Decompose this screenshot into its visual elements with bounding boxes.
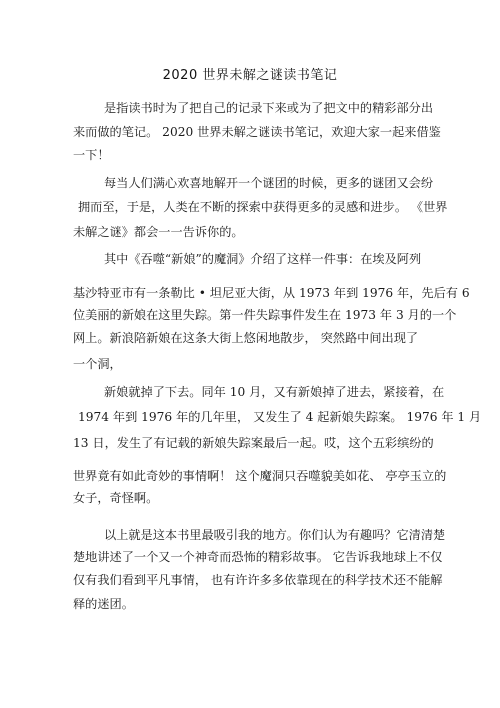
paragraph-1-line-2: 来而做的笔记。 2020 世界未解之谜读书笔记，欢迎大家一起来借鉴 xyxy=(73,125,441,139)
paragraph-3-line-2: 基沙特亚市有一条勒比 • 坦尼亚大街，从 1973 年到 1976 年，先后有 6 xyxy=(73,286,470,300)
paragraph-3-line-4: 网上。新浪陪新娘在这条大街上悠闲地散步， 突然路中间出现了 xyxy=(73,331,419,345)
paragraph-4-line-2: 1974 年到 1976 年的几年里， 又发生了 4 起新娘失踪案。 1976 年 1 月 xyxy=(78,410,482,424)
paragraph-6-line-3: 仅有我们看到平凡事情， 也有许许多多依靠现在的科学技术还不能解 xyxy=(73,573,443,587)
paragraph-6-line-4: 释的迷团。 xyxy=(73,597,134,611)
paragraph-6-line-2: 楚地讲述了一个又一个神奇而恐怖的精彩故事。 它告诉我地球上不仅 xyxy=(73,550,443,564)
paragraph-6-line-1: 以上就是这本书里最吸引我的地方。你们认为有趣吗？它清清楚 xyxy=(104,528,446,542)
paragraph-5-line-2: 女子，奇怪啊。 xyxy=(73,491,159,505)
paragraph-5-line-1: 世界竟有如此奇妙的事情啊！ 这个魔洞只吞噬貌美如花、 亭亭玉立的 xyxy=(73,469,447,483)
paragraph-4-line-3: 13 日，发生了有记载的新娘失踪案最后一起。哎，这个五彩缤纷的 xyxy=(73,436,434,450)
paragraph-3-line-3: 位美丽的新娘在这里失踪。第一件失踪事件发生在 1973 年 3 月的一个 xyxy=(73,308,457,322)
paragraph-2-line-2: 拥而至，于是，人类在不断的探索中获得更多的灵感和进步。 《世界 xyxy=(78,200,448,214)
paragraph-1-line-1: 是指读书时为了把自己的记录下来或为了把文中的精彩部分出 xyxy=(104,101,434,115)
paragraph-3-line-5: 一个洞， xyxy=(73,357,122,371)
paragraph-4-line-1: 新娘就掉了下去。同年 10 月，又有新娘掉了进去，紧接着，在 xyxy=(104,385,445,399)
document-title: 2020 世界未解之谜读书笔记 xyxy=(162,68,338,83)
paragraph-2-line-1: 每当人们满心欢喜地解开一个谜团的时候，更多的谜团又会纷 xyxy=(104,176,434,190)
paragraph-2-line-3: 未解之谜》都会一一告诉你的。 xyxy=(73,225,244,239)
paragraph-3-line-1: 其中《吞噬“新娘”的魔洞》介绍了这样一件事：在埃及阿列 xyxy=(104,252,422,266)
paragraph-1-line-3: 一下！ xyxy=(73,148,110,162)
